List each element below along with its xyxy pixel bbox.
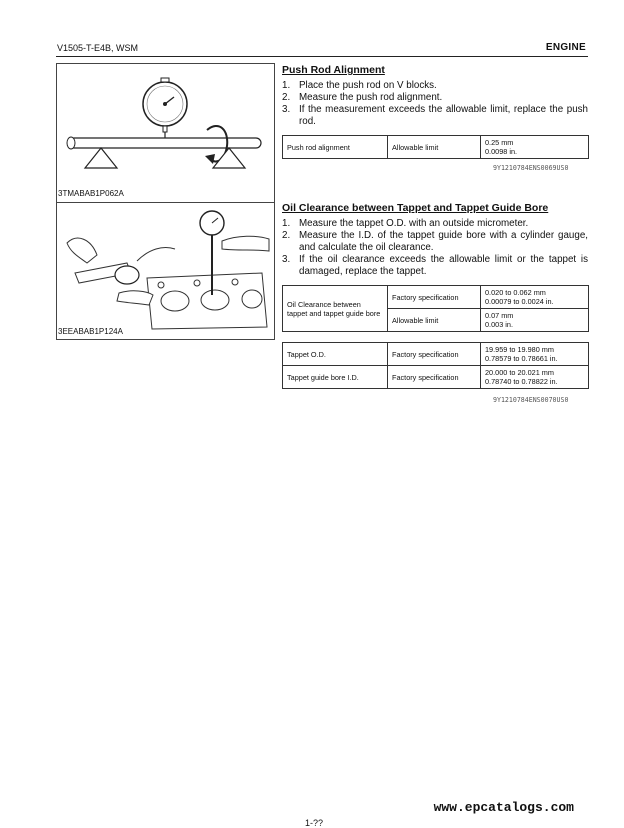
step-text: Measure the tappet O.D. with an outside micrometer. bbox=[299, 218, 529, 229]
step-text: Place the push rod on V blocks. bbox=[299, 80, 437, 91]
section-heading: Oil Clearance between Tappet and Tappet Guide Bore bbox=[282, 202, 549, 214]
value-metric: 0.07 mm bbox=[485, 311, 514, 320]
step-item bbox=[282, 104, 588, 128]
value-metric: 0.020 to 0.062 mm bbox=[485, 288, 546, 297]
tappet-illustration bbox=[57, 203, 274, 339]
figure-caption: 3EEABAB1P124A bbox=[58, 327, 123, 336]
spec-item: Push rod alignment bbox=[283, 136, 388, 159]
spec-type: Allowable limit bbox=[388, 309, 481, 332]
doc-code: V1505-T-E4B, WSM bbox=[57, 43, 139, 53]
step-number: 2. bbox=[282, 92, 291, 103]
step-item bbox=[282, 92, 588, 104]
footer-url[interactable]: www.epcatalogs.com bbox=[433, 800, 574, 815]
step-number: 3. bbox=[282, 254, 291, 265]
reference-code: 9Y1210784ENS0069US0 bbox=[493, 164, 569, 172]
reference-code: 9Y1210784ENS0070US0 bbox=[493, 396, 569, 404]
spec-value bbox=[481, 343, 589, 366]
push-rod-section bbox=[282, 64, 588, 128]
spec-type: Factory specification bbox=[388, 286, 481, 309]
value-metric: 20.000 to 20.021 mm bbox=[485, 368, 554, 377]
page-number: 1-?? bbox=[305, 818, 324, 828]
value-imperial: 0.00079 to 0.0024 in. bbox=[485, 297, 554, 306]
step-number: 3. bbox=[282, 104, 291, 115]
spec-item: Oil Clearance between tappet and tappet guide bore bbox=[283, 286, 388, 332]
step-text: If the measurement exceeds the allowable limit, replace the push rod. bbox=[299, 104, 588, 127]
value-metric: 19.959 to 19.980 mm bbox=[485, 345, 554, 354]
step-number: 1. bbox=[282, 80, 291, 91]
push-rod-illustration bbox=[57, 64, 274, 202]
value-imperial: 0.003 in. bbox=[485, 320, 513, 329]
figure-push-rod bbox=[56, 63, 275, 203]
spec-value bbox=[481, 366, 589, 389]
section-title: ENGINE bbox=[545, 42, 586, 53]
oil-clearance-spec-table bbox=[282, 285, 589, 332]
value-imperial: 0.0098 in. bbox=[485, 147, 518, 156]
step-item bbox=[282, 230, 588, 254]
step-text: Measure the push rod alignment. bbox=[299, 92, 443, 103]
header-rule bbox=[56, 56, 588, 57]
tappet-dimension-table bbox=[282, 342, 589, 389]
steps-list bbox=[282, 218, 588, 278]
spec-item: Tappet O.D. bbox=[283, 343, 388, 366]
table-row bbox=[283, 286, 589, 309]
table-row bbox=[283, 366, 589, 389]
oil-clearance-section bbox=[282, 202, 588, 278]
value-imperial: 0.78579 to 0.78661 in. bbox=[485, 354, 558, 363]
spec-type: Factory specification bbox=[388, 343, 481, 366]
push-rod-spec-table bbox=[282, 135, 589, 159]
spec-type: Factory specification bbox=[388, 366, 481, 389]
steps-list bbox=[282, 80, 588, 128]
step-text: Measure the I.D. of the tappet guide bore with a cylinder gauge, and calculate the oil clearance. bbox=[299, 230, 588, 253]
step-text: If the oil clearance exceeds the allowable limit or the tappet is damaged, replace the tappet. bbox=[299, 254, 588, 277]
step-item bbox=[282, 80, 588, 92]
step-number: 1. bbox=[282, 218, 291, 229]
table-row bbox=[283, 136, 589, 159]
figure-caption: 3TMABAB1P062A bbox=[58, 189, 124, 198]
spec-value bbox=[481, 286, 589, 309]
spec-item: Tappet guide bore I.D. bbox=[283, 366, 388, 389]
value-imperial: 0.78740 to 0.78822 in. bbox=[485, 377, 558, 386]
value-metric: 0.25 mm bbox=[485, 138, 514, 147]
spec-type: Allowable limit bbox=[388, 136, 481, 159]
step-number: 2. bbox=[282, 230, 291, 241]
spec-value bbox=[481, 136, 589, 159]
table-row bbox=[283, 343, 589, 366]
spec-value bbox=[481, 309, 589, 332]
step-item bbox=[282, 218, 588, 230]
figure-tappet bbox=[56, 202, 275, 340]
section-heading: Push Rod Alignment bbox=[282, 64, 385, 76]
step-item bbox=[282, 254, 588, 278]
